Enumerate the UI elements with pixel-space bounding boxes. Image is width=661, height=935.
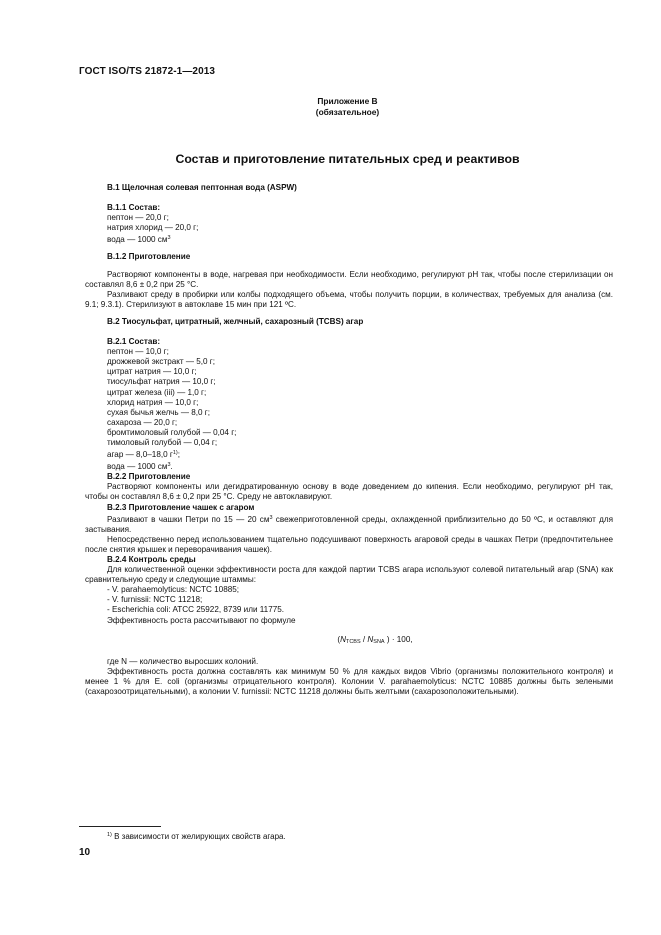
list-item: цитрат натрия — 10,0 г; <box>107 367 197 377</box>
annex-status: (обязательное) <box>315 107 380 117</box>
annex-label: Приложение В <box>317 96 378 106</box>
section-b2-heading: В.2 Тиосульфат, цитратный, желчный, сахарозный (TCBS) агар <box>107 316 364 326</box>
formula-legend: где N — количество выросших колоний. <box>107 656 259 666</box>
section-b2-1-heading: В.2.1 Состав: <box>107 337 161 347</box>
list-item: хлорид натрия — 10,0 г; <box>107 397 199 407</box>
list-item: вода — 1000 $см^3$ <box>107 235 171 245</box>
section-b1-heading: В.1 Щелочная солевая пептонная вода (ASPW) <box>107 183 297 192</box>
annex-title: Состав и приготовление питательных сред и реактивов <box>175 152 520 166</box>
list-item: пептон — 10,0 г; <box>107 347 169 357</box>
list-item: - V. parahaemolyticus: NCTC 10885; <box>107 585 240 595</box>
footnote: $^{1)}$ В зависимости от желирующих свойств агара. <box>107 832 286 841</box>
list-item: дрожжевой экстракт — 5,0 г; <box>107 357 216 367</box>
paragraph: Эффективность роста должна составлять как минимум 50 % для каждых видов Vibrio (организмы положительного контроля) и менее 1 % для E. coli (организмы отрицательного контроля). Колонии V. parahaemolyticus: NCTC 10885 должны быть зелеными (сахарозоотрицательными), а колонии V. furnissii: NCTC 11218 должны быть желтыми (сахарозоположительными). <box>85 666 613 697</box>
section-b2-3-heading: В.2.3 Приготовление чашек с агаром <box>107 502 255 512</box>
list-item: сахароза — 20,0 г; <box>107 417 178 427</box>
section-b1-2-heading: В.1.2 Приготовление <box>107 252 191 262</box>
list-item: - V. furnissii: NCTC 11218; <box>107 595 203 605</box>
growth-formula: (NTCBS / NSNA ) · 100, <box>337 634 413 645</box>
section-b1-1-heading: В.1.1 Состав: <box>107 203 161 213</box>
footnote-divider <box>79 826 161 827</box>
list-item: бромтимоловый голубой — 0,04 г; <box>107 427 237 437</box>
document-body <box>85 183 613 697</box>
list-item: агар — 8,0–18,0 $г^{1)}$; <box>107 450 180 460</box>
document-code-header: ГОСТ ISO/TS 21872-1—2013 <box>79 66 216 77</box>
paragraph: Эффективность роста рассчитывают по формуле <box>107 615 296 625</box>
b2-composition-list <box>107 347 613 472</box>
list-item: тиосульфат натрия — 10,0 г; <box>107 377 216 387</box>
footnote-reference: 1) <box>172 450 178 457</box>
list-item: - Escherichia coli: ATCC 25922, 8739 или 11775. <box>107 605 285 615</box>
list-item: натрия хлорид — 20,0 г; <box>107 223 199 233</box>
page-number: 10 <box>79 847 91 858</box>
strain-list <box>107 585 613 615</box>
list-item: цитрат железа (iii) — 1,0 г; <box>107 387 207 397</box>
b1-composition-list <box>107 213 613 245</box>
paragraph: Разливают среду в пробирки или колбы подходящего объема, чтобы получить порции, в количествах, требуемых для анализа (см. 9.1; 9.3.1). Стерилизуют в автоклаве 15 мин при 121 ºС. <box>85 289 613 309</box>
list-item: пептон — 20,0 г; <box>107 213 169 223</box>
paragraph: Непосредственно перед использованием тщательно подсушивают поверхность агаровой среды в чашках Петри (предпочтительнее после снятия крышек и переворачивания чашек). <box>85 534 613 554</box>
section-b2-2-heading: В.2.2 Приготовление <box>107 472 191 482</box>
list-item: сухая бычья желчь — 8,0 г; <box>107 407 211 417</box>
paragraph: Для количественной оценки эффективности роста для каждой партии TCBS агара используют солевой питательный агар (SNA) как сравнительную среду и следующие штаммы: <box>85 565 613 585</box>
paragraph: Растворяют компоненты в воде, нагревая при необходимости. Если необходимо, регулируют pH так, чтобы после стерилизации он составлял 8,6 ± 0,2 при 25 °С. <box>85 269 613 289</box>
section-b2-4-heading: В.2.4 Контроль среды <box>107 555 196 564</box>
list-item: вода — 1000 $см^3$. <box>107 462 173 472</box>
paragraph: Разливают в чашки Петри по 15 — 20 $см^3$ свежеприготовленной среды, охлажденной приблизительно до 50 ºС, и оставляют для застывания. <box>85 514 613 534</box>
paragraph: Растворяют компоненты или дегидратированную основу в воде доведением до кипения. Если необходимо, регулируют pH так, чтобы он составлял 8,6 ± 0,2 при 25 °С. Среду не автоклавируют. <box>85 482 613 502</box>
list-item: тимоловый голубой — 0,04 г; <box>107 437 218 447</box>
annex-block <box>0 96 661 118</box>
